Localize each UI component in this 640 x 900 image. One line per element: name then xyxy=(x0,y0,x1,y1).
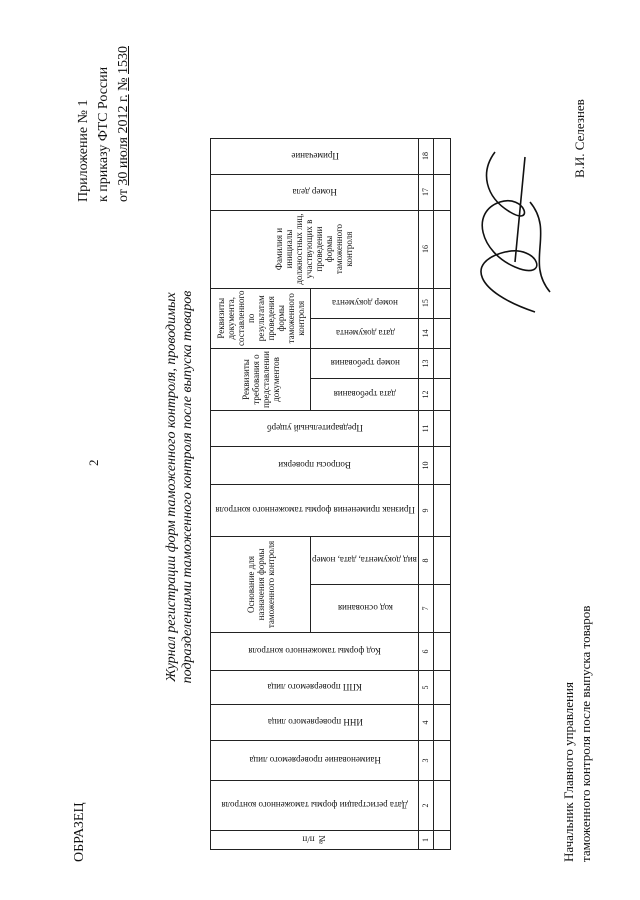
handwritten-signature xyxy=(455,142,565,322)
column-number: 8 xyxy=(418,537,433,585)
appendix-line2: к приказу ФТС России xyxy=(96,66,111,202)
column-number: 13 xyxy=(418,349,433,379)
col-header-9: Признак применения формы таможенного контроля xyxy=(211,485,419,537)
signature-block xyxy=(560,606,594,862)
column-number: 15 xyxy=(418,288,433,318)
column-number: 7 xyxy=(418,585,433,633)
subheader-doc-number: номер документа xyxy=(311,288,419,318)
column-number: 16 xyxy=(418,210,433,288)
sample-label: ОБРАЗЕЦ xyxy=(72,802,87,862)
col-header-17: Номер дела xyxy=(211,174,419,210)
column-number: 5 xyxy=(418,671,433,705)
column-number: 4 xyxy=(418,705,433,741)
column-number: 6 xyxy=(418,633,433,671)
col-header-18: Примечание xyxy=(211,138,419,174)
column-number: 1 xyxy=(418,831,433,850)
col-header-5: КПП проверяемого лица xyxy=(211,671,419,705)
col-header-6: Код формы таможенного контроля xyxy=(211,633,419,671)
appendix-number-prefix: № xyxy=(116,77,131,91)
column-number: 10 xyxy=(418,447,433,485)
column-number-row xyxy=(418,138,433,849)
col-header-7-8: Основание для назначения формы таможенного контроля xyxy=(211,537,311,633)
appendix-date: 30 июля 2012 г. xyxy=(116,94,131,186)
column-number: 14 xyxy=(418,318,433,348)
blank-row xyxy=(433,138,450,849)
col-header-12-13: Реквизиты требования о представлении документов xyxy=(211,349,311,411)
appendix-block xyxy=(74,46,134,202)
col-header-16: Фамилия и инициалы должностных лиц, участвующих в проведении формы таможенного контроля xyxy=(211,210,419,288)
col-header-3: Наименование проверяемого лица xyxy=(211,741,419,781)
column-number: 9 xyxy=(418,485,433,537)
appendix-line3 xyxy=(114,46,134,202)
subheader-doc-date: дата документа xyxy=(311,318,419,348)
column-number: 12 xyxy=(418,379,433,411)
column-number: 11 xyxy=(418,411,433,447)
column-number: 17 xyxy=(418,174,433,210)
registration-table xyxy=(210,138,451,850)
col-header-14-15: Реквизиты документа, составленного по результатам проведения формы таможенного контроля xyxy=(211,288,311,348)
header-row-top xyxy=(211,138,311,849)
col-header-11: Предварительный ущерб xyxy=(211,411,419,447)
subheader-request-date: дата требования xyxy=(311,379,419,411)
col-header-10: Вопросы проверки xyxy=(211,447,419,485)
page-number: 2 xyxy=(86,459,101,466)
journal-title xyxy=(164,207,196,767)
subheader-basis-code: код основания xyxy=(311,585,419,633)
col-header-2: Дата регистрации формы таможенного контроля xyxy=(211,781,419,831)
col-header-4: ИНН проверяемого лица xyxy=(211,705,419,741)
column-number: 2 xyxy=(418,781,433,831)
signature-name: В.И. Селезнев xyxy=(572,99,587,178)
appendix-from: от xyxy=(116,189,131,202)
signature-title-line1: Начальник Главного управления xyxy=(561,682,576,862)
journal-title-line1: Журнал регистрации форм таможенного контроля, проводимых xyxy=(164,292,179,682)
appendix-line1: Приложение № 1 xyxy=(76,99,91,202)
subheader-basis-document: вид документа, дата, номер xyxy=(311,537,419,585)
col-header-1: № п/п xyxy=(211,831,419,850)
signature-title-line2: таможенного контроля после выпуска товаров xyxy=(578,605,593,862)
rotated-sheet xyxy=(60,42,640,862)
subheader-request-number: номер требования xyxy=(311,349,419,379)
column-number: 18 xyxy=(418,138,433,174)
column-number: 3 xyxy=(418,741,433,781)
appendix-number: 1530 xyxy=(116,46,131,74)
journal-title-line2: подразделениями таможенного контроля после выпуска товаров xyxy=(180,290,195,684)
